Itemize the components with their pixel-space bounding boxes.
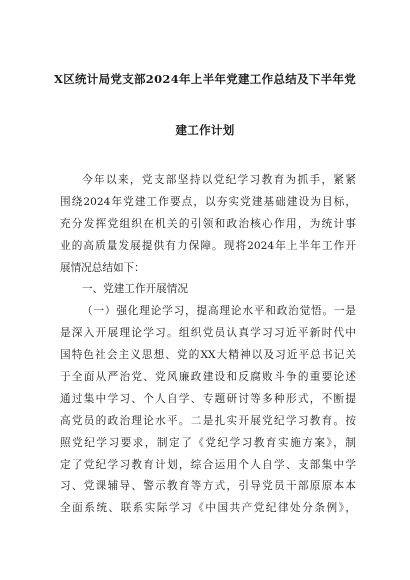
body-line: 展情况总结如下：	[60, 261, 145, 274]
body-line: 习、党课辅导、警示教育等方式，引导党员干部原原本本	[60, 480, 356, 493]
body-line: 是深入开展理论学习。组织党员认真学习习近平新时代中	[60, 327, 356, 340]
body-line: 高党员的政治理论水平。二是扎实开展党纪学习教育。按	[60, 414, 356, 427]
body-line: 今年以来，党支部坚持以党纪学习教育为抓手，紧紧	[82, 174, 356, 186]
body-line: 业的高质量发展提供有力保障。现将2024年上半年工作开	[60, 239, 356, 252]
document-title-line-2: 建工作计划	[175, 123, 235, 137]
body-line: 通过集中学习、个人自学、专题研讨等多种形式，不断提	[60, 392, 356, 405]
body-line: （一）强化理论学习，提高理论水平和政治觉悟。一是	[82, 305, 356, 318]
body-line: 照党纪学习要求，制定了《党纪学习教育实施方案》，制	[60, 436, 356, 449]
body-line: 全面系统、联系实际学习《中国共产党纪律处分条例》，	[60, 502, 356, 515]
section-heading: 一、党建工作开展情况	[82, 283, 188, 296]
body-line: 围绕2024年党建工作要点，以夯实党建基础建设为目标，	[60, 195, 356, 208]
document-body	[60, 170, 356, 520]
document-title-line-1: X区统计局党支部2024年上半年党建工作总结及下半年党	[53, 72, 357, 86]
body-line: 国特色社会主义思想、党的XX大精神以及习近平总书记关	[60, 349, 356, 362]
body-line: 定了党纪学习教育计划，综合运用个人自学、支部集中学	[60, 458, 356, 471]
body-line: 充分发挥党组织在机关的引领和政治核心作用，为统计事	[60, 217, 356, 230]
body-line: 于全面从严治党、党风廉政建设和反腐败斗争的重要论述	[60, 371, 356, 384]
